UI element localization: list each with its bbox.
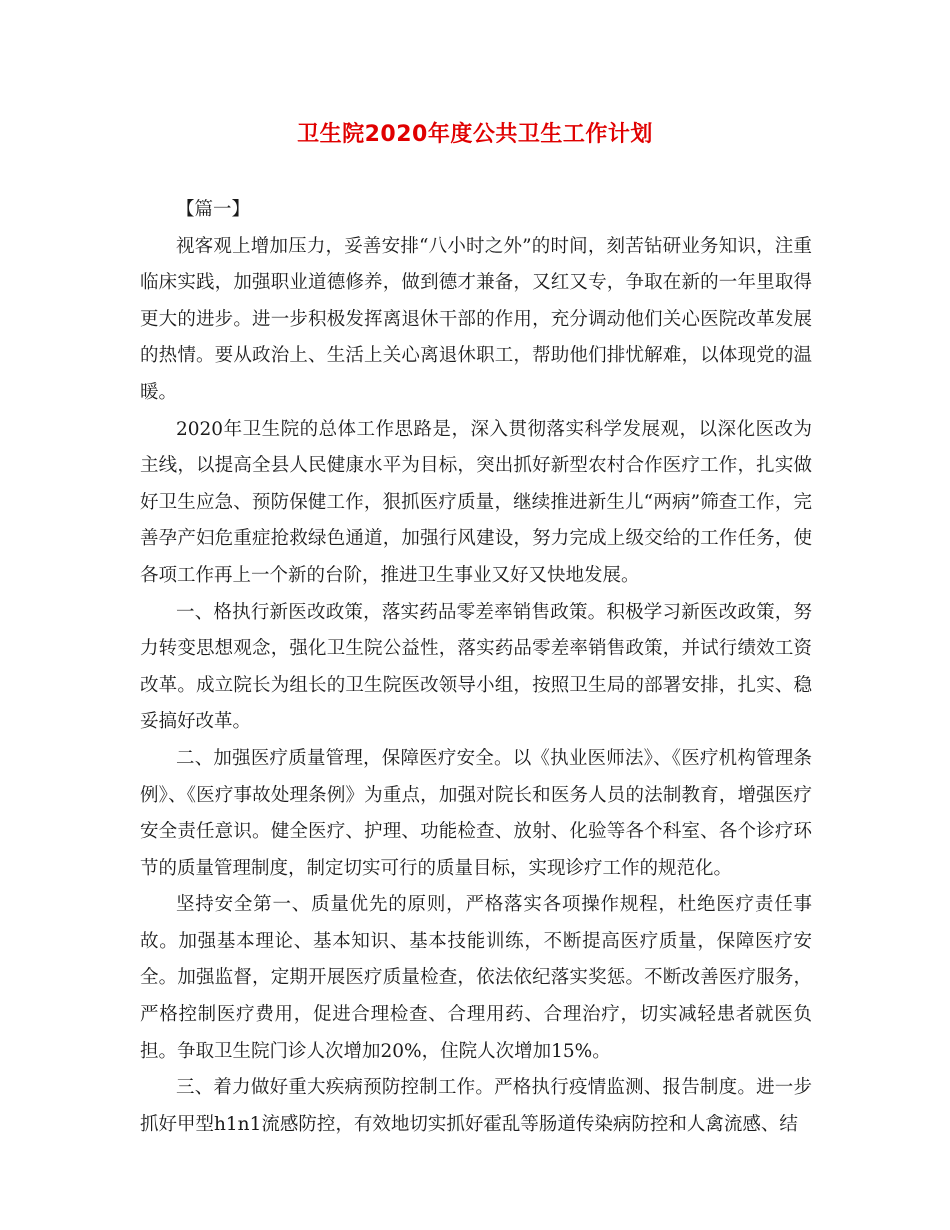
paragraph-6: 三、着力做好重大疾病预防控制工作。严格执行疫情监测、报告制度。进一步抓好甲型h1n1流感防控，有效地切实抓好霍乱等肠道传染病防控和人禽流感、结 [140,1077,812,1135]
paragraph-4: 二、加强医疗质量管理，保障医疗安全。以《执业医师法》、《医疗机构管理条例》、《医疗事故处理条例》为重点，加强对院长和医务人员的法制教育，增强医疗安全责任意识。健全医疗、护理、功能检查、放射、化验等各个科室、各个诊疗环节的质量管理制度，制定切实可行的质量目标，实现诊疗工作的规范化。 [140,747,812,879]
paragraph-2: 2020年卫生院的总体工作思路是，深入贯彻落实科学发展观，以深化医改为主线，以提高全县人民健康水平为目标，突出抓好新型农村合作医疗工作，扎实做好卫生应急、预防保健工作，狠抓医疗质量，继续推进新生儿“两病”筛查工作，完善孕产妇危重症抢救绿色通道，加强行风建设，努力完成上级交给的工作任务，使各项工作再上一个新的台阶，推进卫生事业又好又快地发展。 [140,418,812,586]
document-title: 卫生院2020年度公共卫生工作计划 [297,122,653,147]
paragraph-3: 一、格执行新医改政策，落实药品零差率销售政策。积极学习新医改政策，努力转变思想观念，强化卫生院公益性，落实药品零差率销售政策，并试行绩效工资改革。成立院长为组长的卫生院医改领导小组，按照卫生局的部署安排，扎实、稳妥搞好改革。 [140,601,812,733]
paragraph-5: 坚持安全第一、质量优先的原则，严格落实各项操作规程，杜绝医疗责任事故。加强基本理论、基本知识、基本技能训练，不断提高医疗质量，保障医疗安全。加强监督，定期开展医疗质量检查，依法依纪落实奖惩。不断改善医疗服务，严格控制医疗费用，促进合理检查、合理用药、合理治疗，切实减轻患者就医负担。争取卫生院门诊人次增加20%，住院人次增加15%。 [140,894,812,1062]
section-label: 【篇一】 [176,199,251,220]
document-body [140,192,812,1143]
paragraph-1: 视客观上增加压力，妥善安排“八小时之外”的时间，刻苦钻研业务知识，注重临床实践，加强职业道德修养，做到德才兼备，又红又专，争取在新的一年里取得更大的进步。进一步积极发挥离退休干部的作用，充分调动他们关心医院改革发展的热情。要从政治上、生活上关心离退休职工，帮助他们排忧解难，以体现党的温暖。 [140,235,812,403]
